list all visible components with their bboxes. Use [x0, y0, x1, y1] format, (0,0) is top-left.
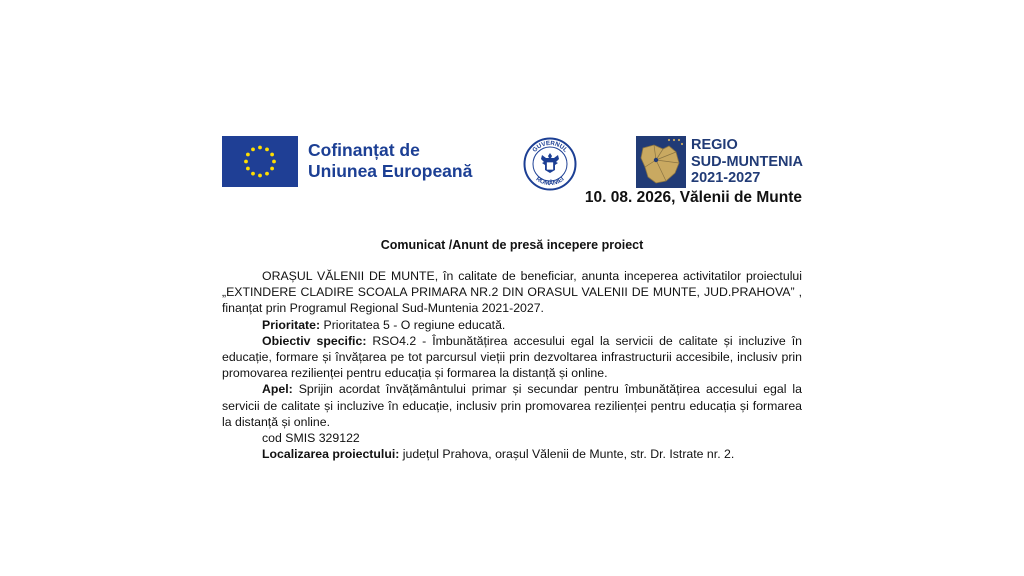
prioritate-value: Prioritatea 5 - O regiune educată.	[320, 317, 506, 332]
prioritate-paragraph	[222, 317, 802, 333]
eu-line-1: Cofinanțat de	[308, 140, 420, 160]
eu-cofinancing-label	[308, 140, 508, 182]
document-title: Comunicat /Anunt de presă incepere proiect	[380, 238, 644, 252]
svg-text:GUVERNUL: GUVERNUL	[531, 139, 569, 154]
obiectiv-paragraph	[222, 333, 802, 382]
obiectiv-label: Obiectiv specific:	[262, 333, 367, 348]
apel-value: Sprijin acordat învățământului primar și secundar pentru îmbunătățirea accesului egal la servicii de calitate și incluzive în educație, inclusiv prin promovarea rezilienței pentru educația și formarea la distanță și online.	[222, 382, 802, 429]
cod-smis: cod SMIS 329122	[262, 431, 360, 446]
localizare-paragraph	[222, 446, 802, 462]
prioritate-label: Prioritate:	[262, 317, 321, 332]
regio-line-1: REGIO	[691, 137, 738, 153]
localizare-value: județul Prahova, orașul Vălenii de Munte, str. Dr. Istrate nr. 2.	[399, 447, 735, 462]
regio-line-2: SUD-MUNTENIA	[691, 153, 803, 170]
document-body	[222, 268, 802, 462]
eu-flag-icon	[222, 136, 298, 187]
date-place: 10. 08. 2026, Vălenii de Munte	[584, 189, 802, 206]
regio-label	[691, 137, 841, 187]
apel-paragraph	[222, 381, 802, 430]
eu-line-2: Uniunea Europeană	[308, 161, 473, 181]
localizare-label: Localizarea proiectului:	[262, 447, 400, 462]
guvernul-romaniei-seal-icon	[523, 137, 577, 191]
regio-line-3: 2021-2027	[691, 170, 761, 186]
intro-paragraph: ORAȘUL VĂLENII DE MUNTE, în calitate de beneficiar, anunta inceperea activitatilor proiectului „EXTINDERE CLADIRE SCOALA PRIMARA NR.2 DIN ORASUL VALENII DE MUNTE, JUD.PRAHOVA” , finanțat prin Programul Regional Sud-Muntenia 2021-2027.	[222, 269, 802, 316]
obiectiv-value: RSO4.2 - Îmbunătățirea accesului egal la servicii de calitate și incluzive în educație, formare și învățarea pe tot parcursul vieții prin dezvoltarea infrastructurii accesibile, inclusiv prin promovarea rezilienței pentru educația și formarea la distanță și online.	[222, 333, 803, 381]
eu-stars	[222, 136, 298, 187]
svg-text:ROMÂNIEI: ROMÂNIEI	[534, 175, 566, 188]
regio-map-icon	[636, 136, 686, 188]
apel-label: Apel:	[262, 382, 293, 397]
